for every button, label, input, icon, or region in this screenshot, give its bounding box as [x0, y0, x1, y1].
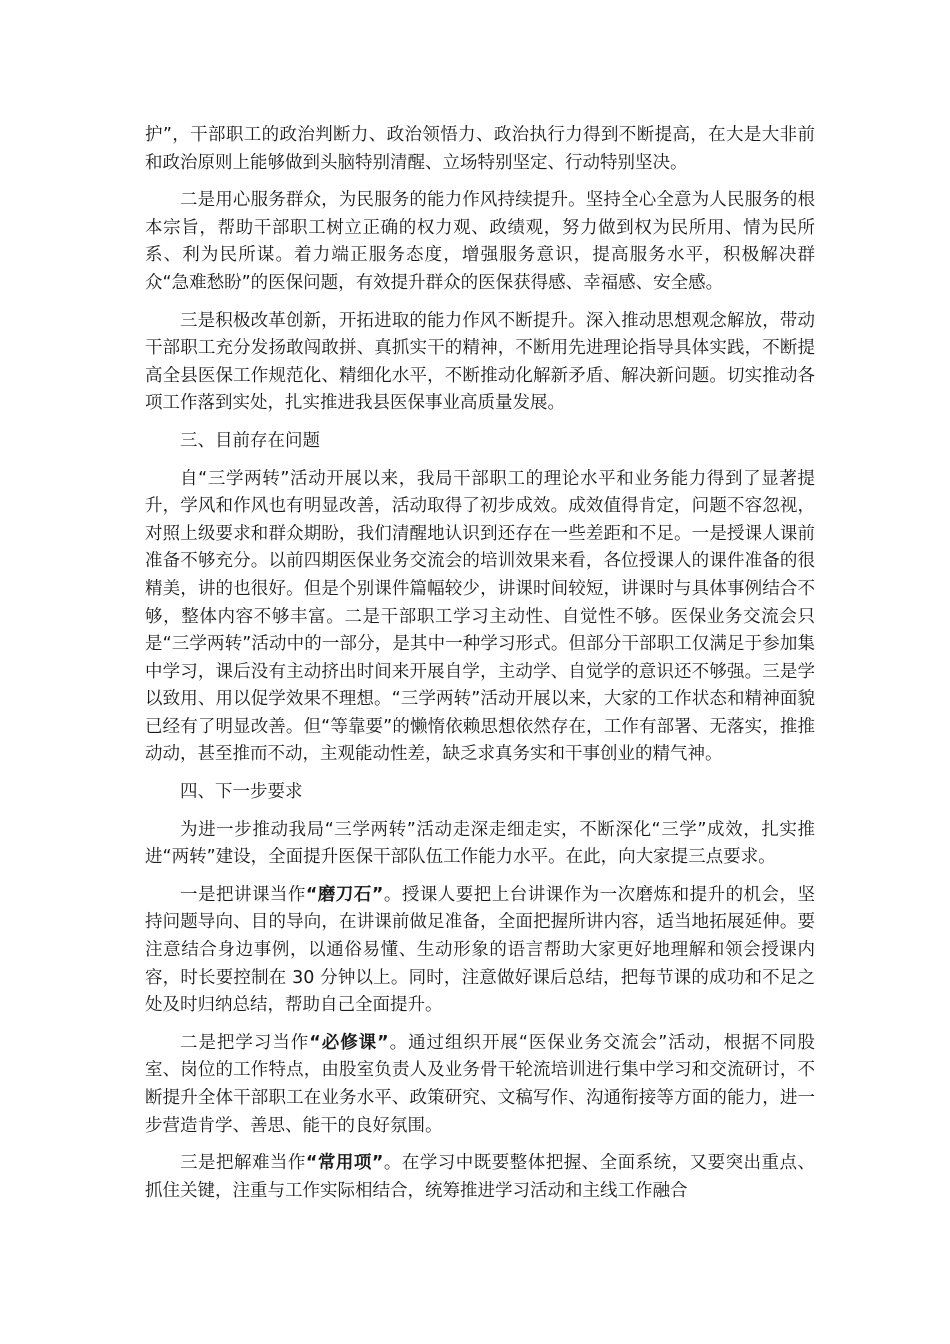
- paragraph-service: 二是用心服务群众，为民服务的能力作风持续提升。坚持全心全意为人民服务的根本宗旨，帮助干部职工树立正确的权力观、政绩观，努力做到权为民所用、情为民所系、利为民所谋。着力端正服务态度，增强服务意识，提高服务水平，积极解决群众“急难愁盼”的医保问题，有效提升群众的医保获得感、幸福感、安全感。: [145, 190, 815, 293]
- paragraph-problems: 自“三学两转”活动开展以来，我局干部职工的理论水平和业务能力得到了显著提升，学风和作风也有明显改善，活动取得了初步成效。成效值得肯定，问题不容忽视，对照上级要求和群众期盼，我们清醒地认识到还存在一些差距和不足。一是授课人课前准备不够充分。以前四期医保业务交流会的培训效果来看，各位授课人的课件准备的很精美，讲的也很好。但是个别课件篇幅较少，讲课时间较短，讲课时与具体事例结合不够，整体内容不够丰富。二是干部职工学习主动性、自觉性不够。医保业务交流会只是“三学两转”活动中的一部分，是其中一种学习形式。但部分干部职工仅满足于参加集中学习，课后没有主动挤出时间来开展自学，主动学、自觉学的意识还不够强。三是学以致用、用以促学效果不理想。“三学两转”活动开展以来，大家的工作状态和精神面貌已经有了明显改善。但“等靠要”的懒惰依赖思想依然存在，工作有部署、无落实，推推动动，甚至推而不动，主观能动性差，缺乏求真务实和干事创业的精气神。: [145, 468, 815, 765]
- paragraph-reform: 三是积极改革创新，开拓进取的能力作风不断提升。深入推动思想观念解放，带动干部职工充分发扬敢闯敢拼、真抓实干的精神，不断用先进理论指导具体实践，不断提高全县医保工作规范化、精细化水平，不断推动化解新矛盾、解决新问题。切实推动各项工作落到实处，扎实推进我县医保事业高质量发展。: [145, 310, 815, 414]
- requirement-2-keyword: “必修课”: [309, 1032, 389, 1053]
- requirement-3-lead: 三是把解难当作: [180, 1153, 306, 1174]
- requirement-3-keyword: “常用项”: [305, 1153, 384, 1174]
- paragraph-next-steps-intro: 为进一步推动我局“三学两转”活动走深走细走实，不断深化“三学”成效，扎实推进“两转”建设，全面提升医保干部队伍工作能力水平。在此，向大家提三点要求。: [145, 819, 815, 868]
- requirement-2-lead: 二是把学习当作: [180, 1032, 310, 1053]
- section-heading-next-steps: 四、下一步要求: [180, 782, 303, 803]
- requirement-3-text: 。在学习中既要整体把握、全面系统，又要突出重点、抓住关键，注重与工作实际相结合，统筹推进学习活动和主线工作融合: [145, 1153, 816, 1201]
- paragraph-requirement-3: [145, 1150, 815, 1205]
- requirement-1-text: 。授课人要把上台讲课作为一次磨炼和提升的机会，坚持问题导向、目的导向，在讲课前做足准备，全面把握所讲内容，适当地拓展延伸。要注意结合身边事例，以通俗易懂、生动形象的语言帮助大家更好地理解和领会授课内容，时长要控制在 30 分钟以上。同时，注意做好课后总结，把每节课的成功和不足之处及时归纳总结，帮助自己全面提升。: [145, 884, 816, 1016]
- paragraph-continuation: 护”，干部职工的政治判断力、政治领悟力、政治执行力得到不断提高，在大是大非前和政治原则上能够做到头脑特别清醒、立场特别坚定、行动特别坚决。: [145, 125, 815, 173]
- requirement-1-lead: 一是把讲课当作: [180, 884, 306, 905]
- requirement-1-keyword: “磨刀石”: [305, 884, 384, 905]
- paragraph-requirement-1: [145, 882, 815, 1020]
- document-page: [145, 122, 815, 1215]
- requirement-2-text: 。通过组织开展“医保业务交流会”活动，根据不同股室、岗位的工作特点，由股室负责人及业务骨干轮流培训进行集中学习和交流研讨，不断提升全体干部职工在业务水平、政策研究、文稿写作、沟通衔接等方面的能力，进一步营造肯学、善思、能干的良好氛围。: [145, 1032, 815, 1136]
- section-heading-problems: 三、目前存在问题: [180, 430, 320, 451]
- paragraph-requirement-2: [145, 1030, 815, 1140]
